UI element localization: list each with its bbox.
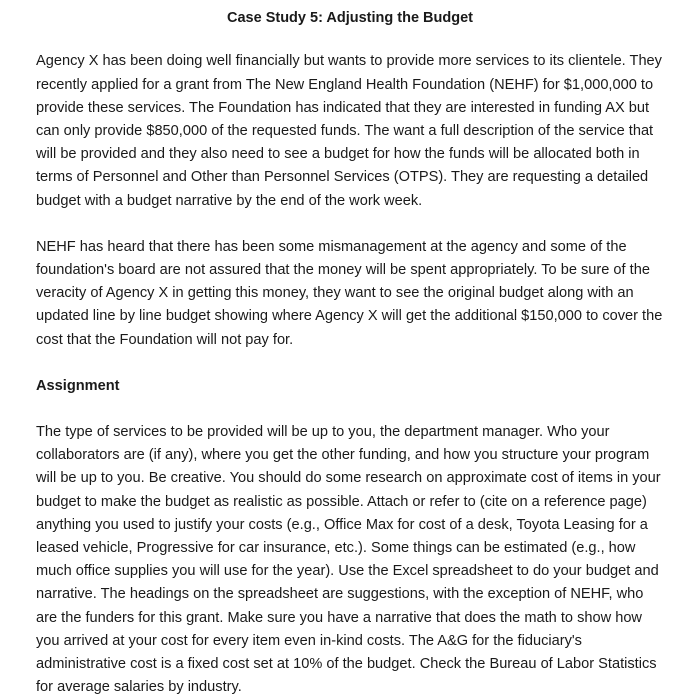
intro-paragraph: Agency X has been doing well financially but wants to provide more services to its clientele. They recently applied for a grant from The New England Health Foundation (NEHF) for $1,000,000 to provide these services. The Foundation has indicated that they are interested in funding AX but can only provide $850,000 of the requested funds. The want a full description of the service that will be provided and they also need to see a budget for how the funds will be allocated both in terms of Personnel and Other than Personnel Services (OTPS). They are requesting a detailed budget with a budget narrative by the end of the work week. — [36, 53, 662, 209]
assignment-heading: Assignment — [36, 377, 120, 394]
assignment-paragraph: The type of services to be provided will be up to you, the department manager. Who your collaborators are (if any), where you get the other funding, and how you structure your program will be up to you. Be creative. You should do some research on approximate cost of items in your budget to make the budget as realistic as possible. Attach or refer to (cite on a reference page) anything you used to justify your costs (e.g., Office Max for cost of a desk, Toyota Leasing for a leased vehicle, Progressive for car insurance, etc.). Some things can be estimated (e.g., how much office supplies you will use for the year). Use the Excel spreadsheet to do your budget and narrative. The headings on the spreadsheet are suggestions, with the exception of NEHF, who are the funders for this grant. Make sure you have a narrative that does the math to show how you arrived at your cost for every item even in-kind costs. The A&G for the fiduciary's administrative cost is a fixed cost set at 10% of the budget. Check the Bureau of Labor Statistics for average salaries by industry. — [36, 423, 661, 696]
nehf-concerns-paragraph: NEHF has heard that there has been some mismanagement at the agency and some of the foundation's board are not assured that the money will be spent appropriately. To be sure of the veracity of Agency X in getting this money, they want to see the original budget along with an updated line by line budget showing where Agency X will get the additional $150,000 to cover the cost that the Foundation will not pay for. — [36, 238, 663, 348]
document-title: Case Study 5: Adjusting the Budget — [227, 10, 473, 26]
